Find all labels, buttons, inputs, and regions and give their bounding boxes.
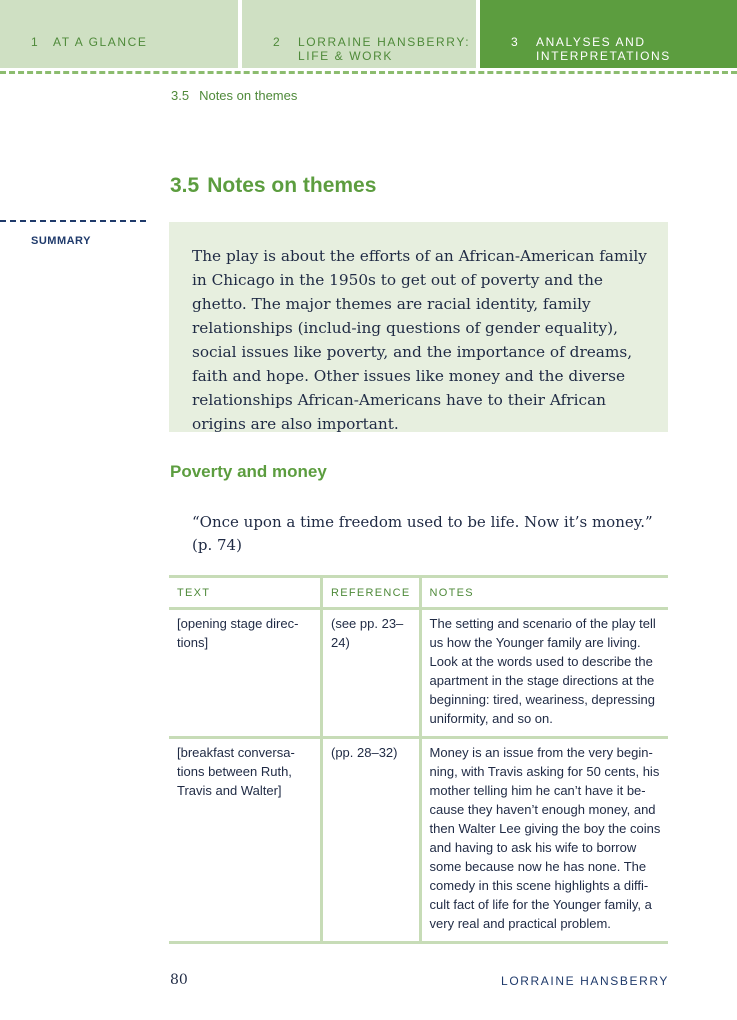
tab-label-line2: LIFE & WORK — [298, 49, 393, 63]
sidebar-label: SUMMARY — [31, 235, 91, 247]
cell-reference: (see pp. 23–24) — [322, 609, 421, 738]
tab-number: 1 — [31, 35, 40, 49]
notes-table — [169, 575, 668, 944]
breadcrumb-label: Notes on themes — [199, 88, 298, 103]
sidebar-divider — [0, 220, 146, 222]
tab-label-line1: LORRAINE HANSBERRY: — [298, 35, 471, 49]
footer-title: LORRAINE HANSBERRY — [501, 974, 669, 988]
table-header-row — [169, 577, 668, 609]
column-header-notes: NOTES — [420, 577, 668, 609]
cell-notes: Money is an issue from the very begin-ning, with Travis asking for 50 cents, his mother telling him he can’t have it be-cause they haven’t enough money, and then Walter Lee giving the boy the coins and having to ask his wife to borrow some because now he has none. The comedy in this scene highlights a diffi-cult fact of life for the Younger family, a very real and practical problem. — [420, 738, 668, 943]
cell-text: [opening stage direc-tions] — [169, 609, 322, 738]
tab-number: 3 — [511, 35, 520, 49]
column-header-reference: REFERENCE — [322, 577, 421, 609]
tab-label-line2: INTERPRETATIONS — [536, 49, 671, 63]
cell-reference: (pp. 28–32) — [322, 738, 421, 943]
tab-label: AT A GLANCE — [53, 35, 148, 49]
quote: “Once upon a time freedom used to be life. Now it’s money.” (p. 74) — [192, 513, 653, 554]
tab-analyses-and-interpretations[interactable] — [480, 0, 737, 68]
summary-box: The play is about the efforts of an African-American family in Chicago in the 1950s to get out of poverty and the ghetto. The major themes are racial identity, family relationships (includ-ing questions of gender equality), social issues like poverty, and the importance of dreams, faith and hope. Other issues like money and the diverse relationships African-Americans have to their African origins are also important. — [169, 222, 668, 432]
column-header-text: TEXT — [169, 577, 322, 609]
breadcrumb — [171, 88, 297, 103]
section-title-text: Notes on themes — [207, 174, 377, 197]
tab-at-a-glance[interactable] — [0, 0, 238, 68]
cell-notes: The setting and scenario of the play tell us how the Younger family are living. Look at the words used to describe the apartment in the stage directions at the beginning: tired, weariness, depressing uniformity, and so on. — [420, 609, 668, 738]
page-number: 80 — [170, 972, 188, 988]
breadcrumb-number: 3.5 — [171, 88, 190, 103]
cell-text: [breakfast conversa-tions between Ruth, Travis and Walter] — [169, 738, 322, 943]
subsection-heading: Poverty and money — [170, 462, 327, 481]
tab-label-line1: ANALYSES AND — [536, 35, 646, 49]
table-row — [169, 609, 668, 738]
table-row — [169, 738, 668, 943]
tab-label — [298, 35, 470, 63]
section-number: 3.5 — [170, 174, 200, 197]
tab-number: 2 — [273, 35, 282, 49]
page-title — [170, 174, 376, 198]
tab-life-and-work[interactable] — [242, 0, 476, 68]
tab-label — [536, 35, 671, 63]
header-divider — [0, 71, 737, 74]
